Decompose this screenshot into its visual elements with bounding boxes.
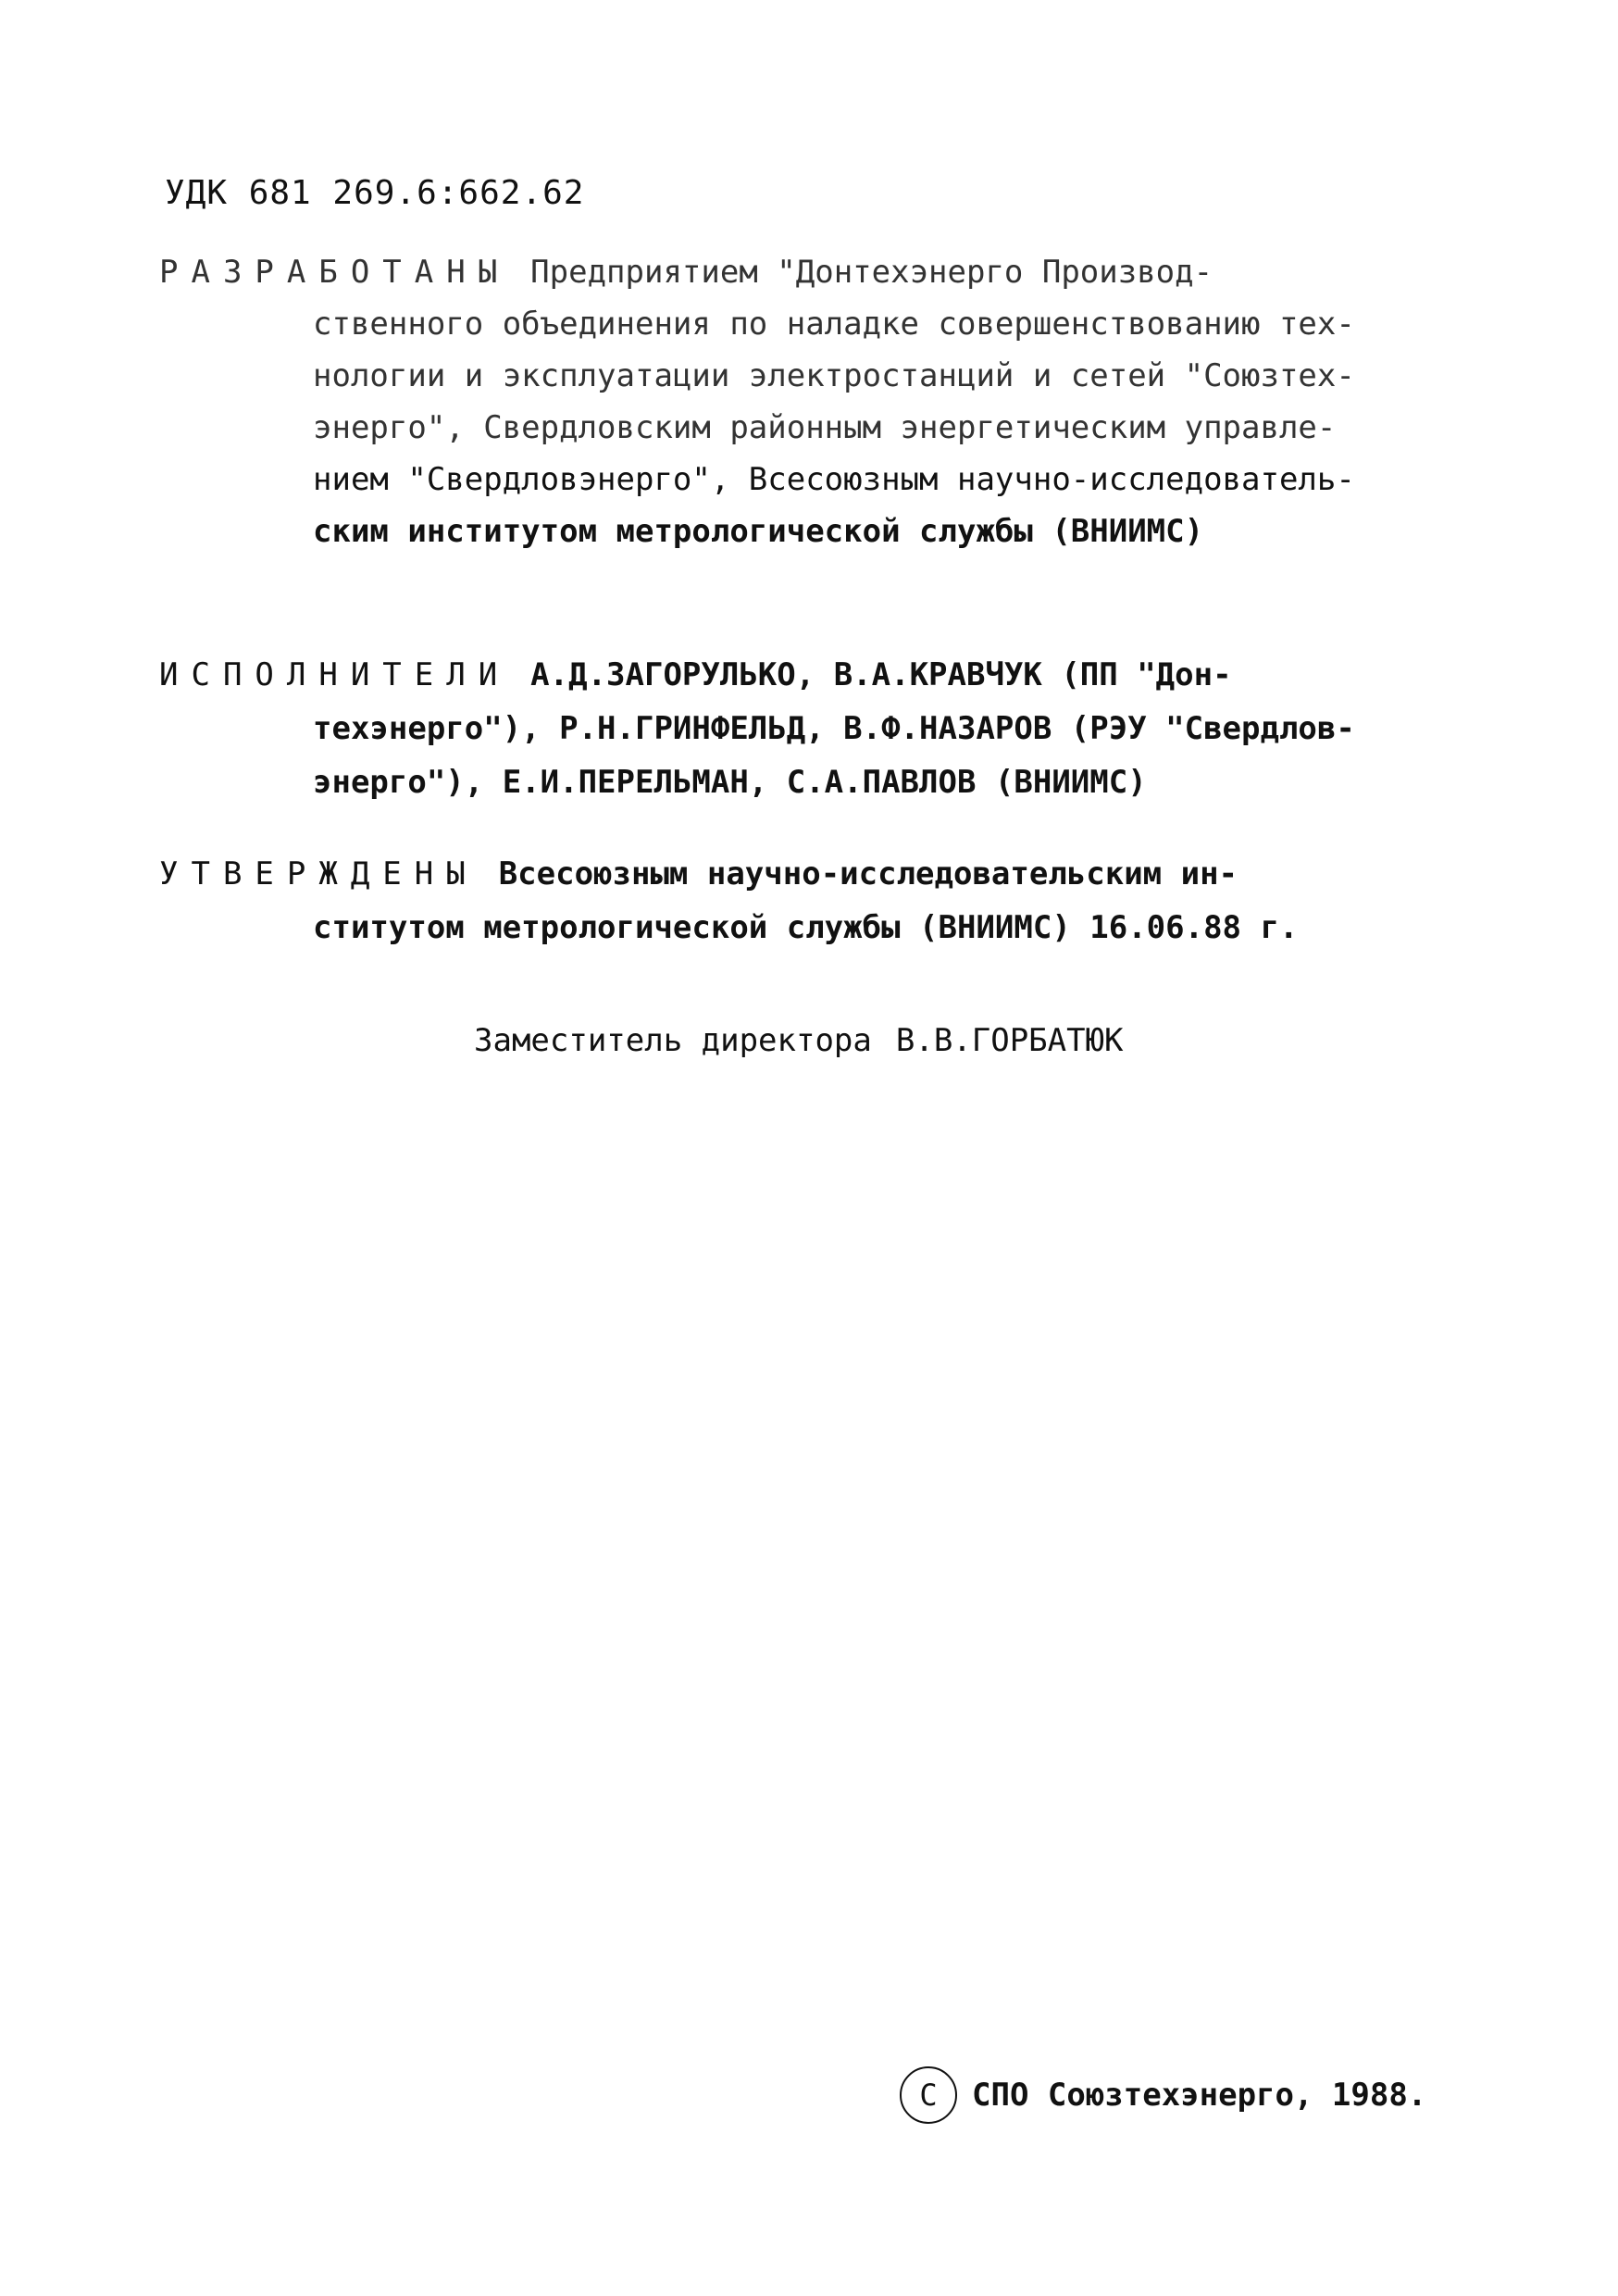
- approved-line: ститутом метрологической службы (ВНИИМС) 16.06.88 г.: [313, 909, 1299, 946]
- executors-block: [159, 648, 1474, 809]
- executors-line: техэнерго"), Р.Н.ГРИНФЕЛЬД, В.Ф.НАЗАРОВ (РЭУ "Свердлов-: [313, 710, 1355, 747]
- developers-label: РАЗРАБОТАНЫ: [159, 254, 511, 291]
- deputy-director-signature: [474, 1022, 1124, 1059]
- copyright-icon: C: [900, 2066, 957, 2124]
- executors-line: А.Д.ЗАГОРУЛЬКО, В.А.КРАВЧУК (ПП "Дон-: [530, 656, 1232, 693]
- approved-block: [159, 847, 1474, 955]
- executors-label: ИСПОЛНИТЕЛИ: [159, 656, 511, 693]
- deputy-name: В.В.ГОРБАТЮК: [895, 1022, 1124, 1059]
- deputy-title: Заместитель директора: [474, 1022, 872, 1059]
- executors-line: энерго"), Е.И.ПЕРЕЛЬМАН, С.А.ПАВЛОВ (ВНИИМС): [313, 764, 1147, 801]
- approved-label: УТВЕРЖДЕНЫ: [159, 855, 479, 892]
- copyright-notice: [900, 2066, 1426, 2124]
- developers-line: ственного объединения по наладке совершенствованию тех-: [313, 306, 1355, 343]
- developers-line: энерго", Свердловским районным энергетическим управле-: [313, 409, 1337, 446]
- udk-code: УДК 681 269.6:662.62: [165, 174, 585, 212]
- developers-line: нологии и эксплуатации электростанций и сетей "Союзтех-: [313, 357, 1355, 394]
- developers-block: [159, 246, 1474, 557]
- developers-line: ским институтом метрологической службы (ВНИИМС): [313, 513, 1204, 550]
- developers-line: нием "Свердловэнерго", Всесоюзным научно-исследователь-: [313, 461, 1355, 498]
- copyright-text: СПО Союзтехэнерго, 1988.: [972, 2077, 1427, 2114]
- developers-line: Предприятием "Донтехэнерго Производ-: [530, 254, 1214, 291]
- approved-line: Всесоюзным научно-исследовательским ин-: [498, 855, 1238, 892]
